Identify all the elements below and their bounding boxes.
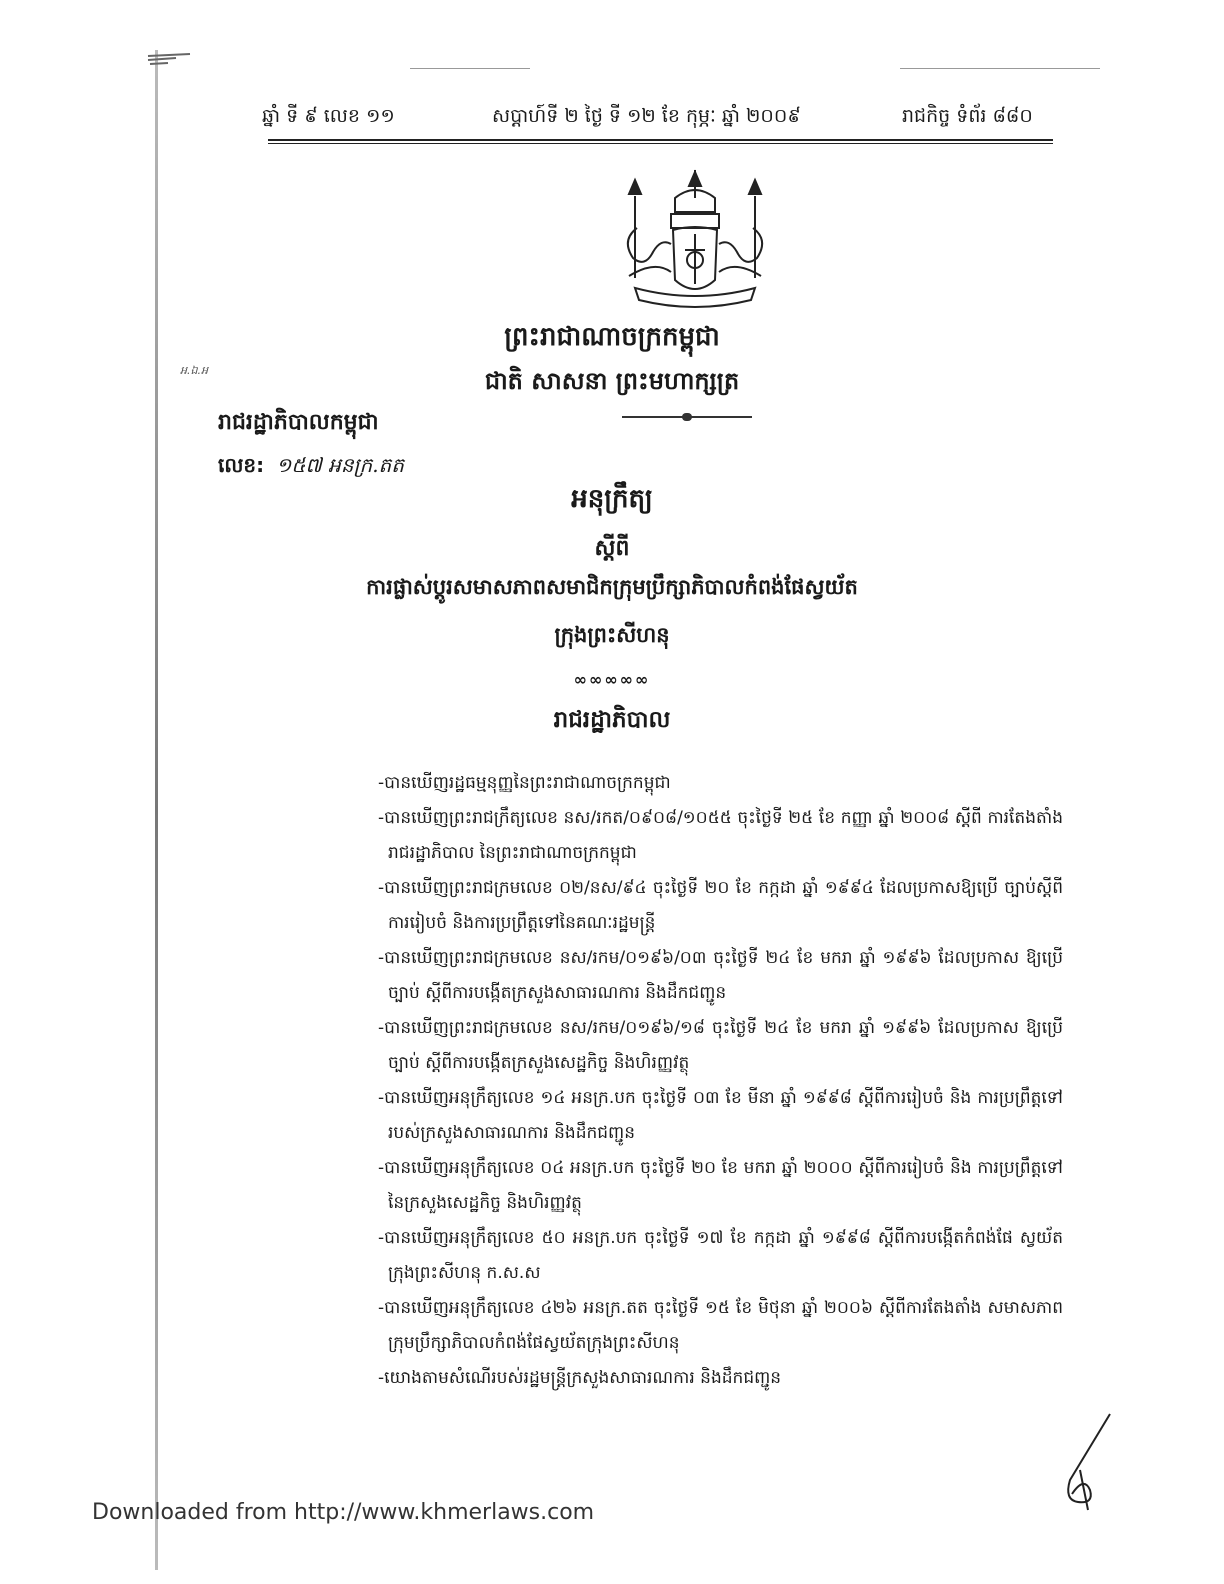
gazette-page: រាជកិច្ច ទំព័រ ៨៨០ [902, 105, 1033, 127]
scan-edge-line [155, 50, 158, 1570]
consideration-item: -បានឃើញព្រះរាជក្រឹត្យលេខ នស/រកត/០៩០៨/១០៥៥ ចុះថ្ងៃទី ២៥ ខែ កញ្ញា ឆ្នាំ ២០០៨ ស្ដីពី ការតែងតាំងរាជរដ្ឋាភិបាល នៃព្រះរាជាណាចក្រកម្ពុជា [378, 808, 1063, 863]
motto-divider-ornament [682, 413, 692, 421]
title-ornament: ∞∞∞∞∞ [573, 670, 651, 689]
consideration-item: -បានឃើញអនុក្រឹត្យលេខ ៤២៦ អនក្រ.តត ចុះថ្ងៃទី ១៥ ខែ មិថុនា ឆ្នាំ ២០០៦ ស្ដីពីការតែងតាំង សមាសភាពក្រុមប្រឹក្សាភិបាលកំពង់ផែស្វយ័តក្រុងព្រះសីហនុ [378, 1298, 1063, 1353]
consideration-item: -បានឃើញព្រះរាជក្រមលេខ នស/រកម/០១៩៦/០៣ ចុះថ្ងៃទី ២៤ ខែ មករា ឆ្នាំ ១៩៩៦ ដែលប្រកាស ឱ្យប្រើច្បាប់ ស្ដីពីការបង្កើតក្រសួងសាធារណការ និងដឹកជញ្ជូន [378, 948, 1063, 1003]
signature-initial-icon [1050, 1410, 1120, 1520]
margin-handwritten-note: អ.ឯ.អ [180, 364, 208, 377]
header-rule [268, 139, 1053, 144]
scan-dash [900, 68, 1100, 69]
considerations-list [378, 766, 1063, 1396]
document-subject: ការផ្លាស់ប្ដូរសមាសភាពសមាជិកក្រុមប្រឹក្សាភិបាលកំពង់ផែស្វយ័ត [366, 575, 858, 599]
title-about: ស្ដីពី [594, 536, 630, 561]
consideration-item: -យោងតាមសំណើរបស់រដ្ឋមន្ត្រីក្រសួងសាធារណការ និងដឹកជញ្ជូន [378, 1368, 782, 1388]
issuing-authority: រាជរដ្ឋាភិបាលកម្ពុជា [218, 410, 379, 435]
gazette-year-issue: ឆ្នាំ ទី ៩ លេខ ១១ [262, 105, 395, 127]
document-number [218, 452, 404, 482]
document-number-label: លេខ: [218, 453, 265, 477]
consideration-item: -បានឃើញព្រះរាជក្រមលេខ ០២/នស/៩៤ ចុះថ្ងៃទី ២០ ខែ កក្កដា ឆ្នាំ ១៩៩៤ ដែលប្រកាសឱ្យប្រើ ច្បាប់ស្ដីពីការរៀបចំ និងការប្រព្រឹត្តទៅនៃគណៈរដ្ឋមន្ត្រី [378, 878, 1063, 933]
consideration-item: -បានឃើញអនុក្រឹត្យលេខ ១៤ អនក្រ.បក ចុះថ្ងៃទី ០៣ ខែ មីនា ឆ្នាំ ១៩៩៨ ស្ដីពីការរៀបចំ និង ការប្រព្រឹត្តទៅរបស់ក្រសួងសាធារណការ និងដឹកជញ្ជូន [378, 1088, 1063, 1143]
kingdom-heading: ព្រះរាជាណាចក្រកម្ពុជា [504, 322, 720, 352]
document-type-title: អនុក្រឹត្យ [571, 484, 653, 514]
scan-dash [410, 68, 530, 69]
document-subject-city: ក្រុងព្រះសីហនុ [554, 623, 670, 647]
consideration-item: -បានឃើញអនុក្រឹត្យលេខ ៥០ អនក្រ.បក ចុះថ្ងៃទី ១៧ ខែ កក្កដា ឆ្នាំ ១៩៩៨ ស្ដីពីការបង្កើតកំពង់ផែ ស្វយ័តក្រុងព្រះសីហនុ ក.ស.ស [378, 1228, 1063, 1283]
government-heading: រាជរដ្ឋាភិបាល [553, 707, 671, 733]
document-number-value: ១៥៧ អនក្រ.តត [276, 453, 404, 477]
consideration-item: -បានឃើញព្រះរាជក្រមលេខ នស/រកម/០១៩៦/១៨ ចុះថ្ងៃទី ២៤ ខែ មករា ឆ្នាំ ១៩៩៦ ដែលប្រកាស ឱ្យប្រើច្បាប់ ស្ដីពីការបង្កើតក្រសួងសេដ្ឋកិច្ច និងហិរញ្ញវត្ថុ [378, 1018, 1063, 1073]
consideration-item: -បានឃើញអនុក្រឹត្យលេខ ០៤ អនក្រ.បក ចុះថ្ងៃទី ២០ ខែ មករា ឆ្នាំ ២០០០ ស្ដីពីការរៀបចំ និង ការប្រព្រឹត្តទៅនៃក្រសួងសេដ្ឋកិច្ច និងហិរញ្ញវត្ថុ [378, 1158, 1063, 1213]
gazette-date: សប្ដាហ៍ទី ២ ថ្ងៃ ទី ១២ ខែ កុម្ភៈ ឆ្នាំ ២០០៩ [492, 105, 801, 127]
scan-smudge [146, 52, 192, 70]
download-source-footer[interactable]: Downloaded from http://www.khmerlaws.com [92, 1500, 595, 1525]
consideration-item: -បានឃើញរដ្ឋធម្មនុញ្ញនៃព្រះរាជាណាចក្រកម្ពុជា [378, 773, 671, 793]
royal-coat-of-arms-icon [615, 168, 775, 316]
national-motto: ជាតិ សាសនា ព្រះមហាក្សត្រ [484, 367, 740, 395]
